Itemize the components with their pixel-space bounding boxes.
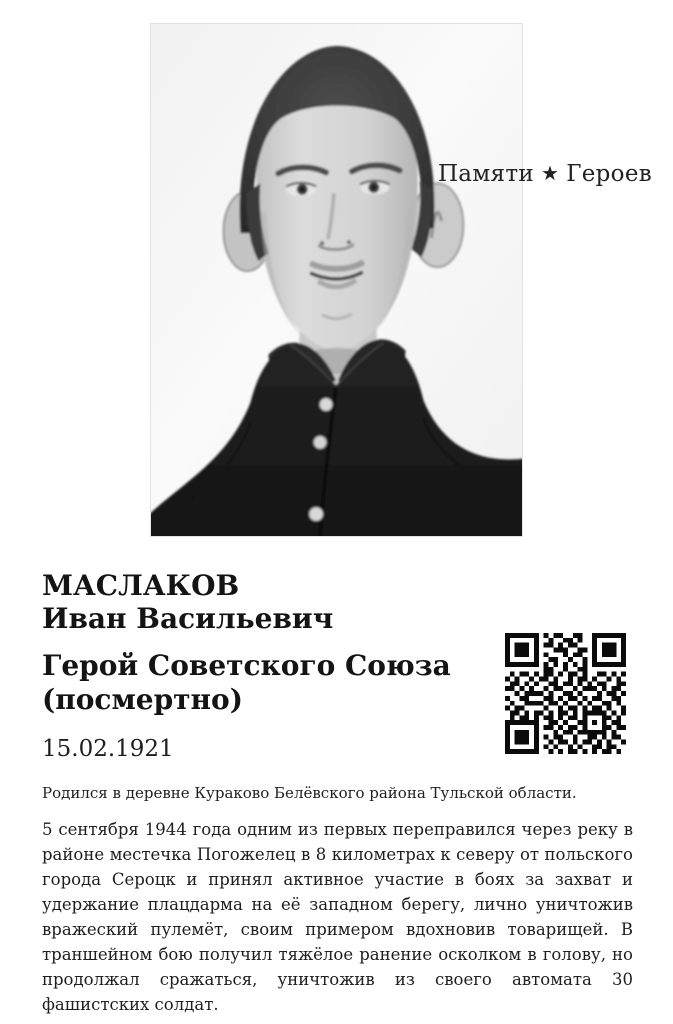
hero-portrait-photo <box>150 23 523 537</box>
hero-surname: МАСЛАКОВ <box>42 569 240 602</box>
slogan-word-left: Памяти <box>437 161 534 187</box>
qr-code-canvas <box>505 633 626 754</box>
biography-text: 5 сентября 1944 года одним из первых переправился через реку в районе местечка Погожелец в 8 километрах к северу от польского города Сероцк и принял активное участие в боях за захват и удержание плацдарма на её западном берегу, лично уничтожив вражеский пулемёт, своим примером вдохновив товарищей. В траншейном бою получил тяжёлое ранение осколком в голову, но продолжал сражаться, уничтожив из своего автомата 30 фашистских солдат. <box>42 820 633 1014</box>
birth-date: 15.02.1921 <box>42 736 174 762</box>
hero-name-heading <box>42 569 333 635</box>
hero-given-names: Иван Васильевич <box>42 602 334 635</box>
hero-title-line2: (посмертно) <box>42 683 243 716</box>
hero-title-heading <box>42 649 451 717</box>
birth-place-text: Родился в деревне Кураково Белёвского района Тульской области. <box>42 784 577 802</box>
star-icon: ★ <box>540 161 560 185</box>
hero-title-line1: Герой Советского Союза <box>42 649 451 682</box>
qr-code <box>505 633 626 754</box>
project-slogan <box>438 161 652 187</box>
slogan-word-right: Героев <box>566 161 652 187</box>
hero-portrait-illustration <box>151 24 522 536</box>
